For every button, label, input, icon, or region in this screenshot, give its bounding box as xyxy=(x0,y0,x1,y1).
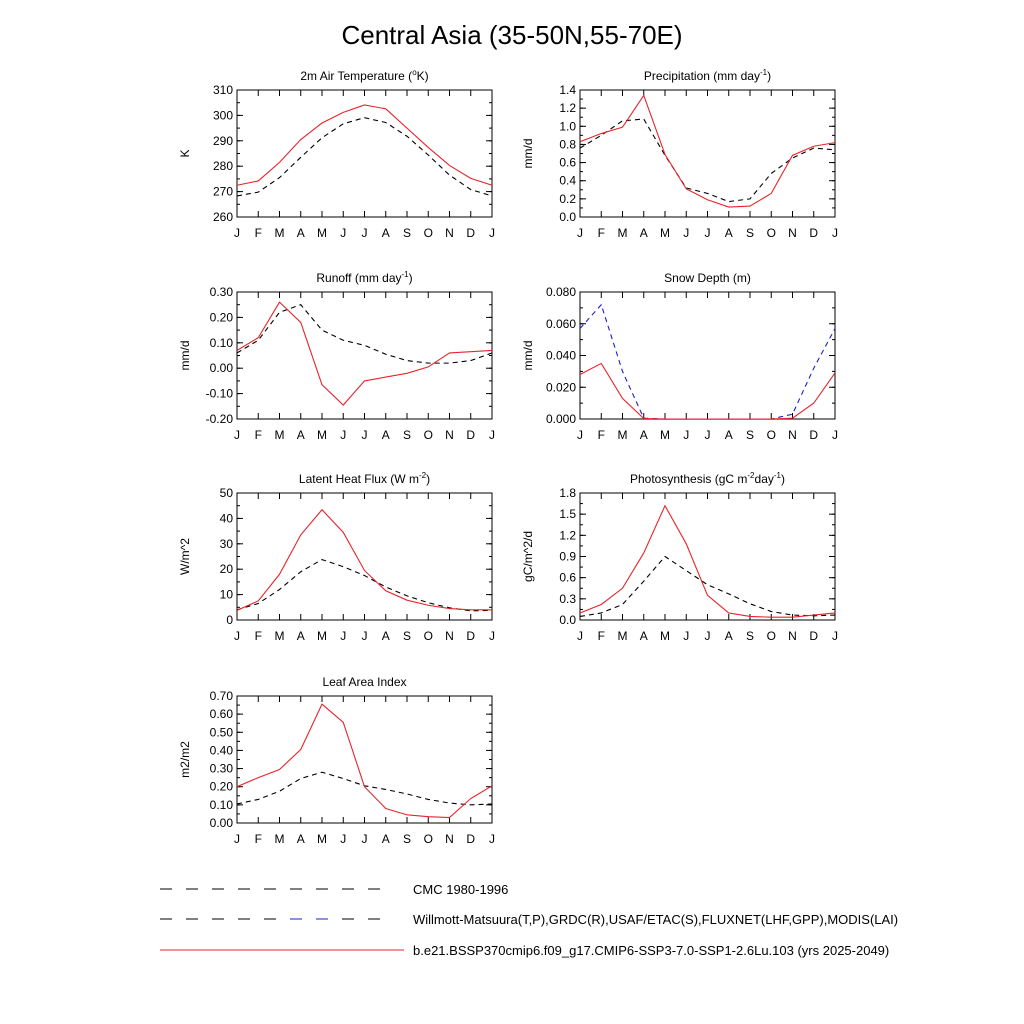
x-tick-label: M xyxy=(274,226,285,240)
figure-title: Central Asia (35-50N,55-70E) xyxy=(341,20,683,50)
x-tick-label: F xyxy=(254,226,262,240)
y-tick-label: -0.10 xyxy=(205,386,233,401)
y-axis-label: W/m^2 xyxy=(178,538,192,575)
y-tick-label: 280 xyxy=(212,159,233,174)
x-tick-label: A xyxy=(296,226,305,240)
y-tick-label: 260 xyxy=(212,210,233,224)
panel-runoff-mm-day xyxy=(178,270,495,442)
x-tick-label: J xyxy=(361,226,368,240)
x-tick-label: F xyxy=(597,428,605,442)
x-tick-label: J xyxy=(704,226,711,240)
x-tick-label: J xyxy=(683,428,690,442)
x-tick-label: J xyxy=(361,629,368,643)
panel-title: 2m Air Temperature ($^o$K) xyxy=(300,68,429,83)
x-tick-label: A xyxy=(639,226,648,240)
y-tick-label: 1.2 xyxy=(559,528,576,543)
x-tick-label: M xyxy=(660,428,670,442)
x-tick-label: J xyxy=(489,428,495,442)
plot-frame xyxy=(580,493,835,620)
x-tick-label: O xyxy=(766,226,776,240)
x-tick-label: D xyxy=(466,629,476,643)
x-tick-label: M xyxy=(274,832,285,846)
x-tick-label: N xyxy=(445,226,454,240)
x-tick-label: J xyxy=(704,428,711,442)
y-tick-label: 0.50 xyxy=(209,725,233,740)
panel-title: Precipitation (mm day$^{-1}$) xyxy=(643,68,772,83)
panel-title: Latent Heat Flux (W $m^{-2}$) xyxy=(298,471,431,486)
y-axis-label: mm/d xyxy=(521,138,535,169)
x-tick-label: J xyxy=(234,832,240,846)
x-tick-label: F xyxy=(597,226,605,240)
x-tick-label: J xyxy=(340,832,347,846)
y-tick-label: 0.060 xyxy=(545,316,576,331)
x-tick-label: J xyxy=(683,226,690,240)
series-obs xyxy=(237,772,492,805)
y-axis-label: K xyxy=(178,149,192,158)
x-tick-label: N xyxy=(788,629,797,643)
x-tick-label: J xyxy=(577,629,583,643)
x-tick-label: A xyxy=(639,428,648,442)
y-tick-label: 0.60 xyxy=(209,707,233,722)
x-tick-label: J xyxy=(340,226,347,240)
series-obs_usaf xyxy=(580,305,835,419)
x-tick-label: S xyxy=(745,629,755,643)
x-tick-label: M xyxy=(274,428,285,442)
x-tick-label: J xyxy=(489,226,495,240)
y-tick-label: 0.10 xyxy=(209,797,233,812)
x-tick-label: O xyxy=(423,428,433,442)
x-tick-label: N xyxy=(445,832,454,846)
panel-title: Photosynthesis (gC $m^{-2}day^{-1}$) xyxy=(630,471,785,486)
panel-leaf-area-index xyxy=(178,675,495,846)
y-tick-label: 0.2 xyxy=(559,191,576,206)
x-tick-label: N xyxy=(788,226,797,240)
x-tick-label: S xyxy=(745,428,755,442)
y-tick-label: 1.2 xyxy=(559,101,576,116)
legend-entry xyxy=(160,943,889,958)
y-tick-label: 20 xyxy=(219,562,233,577)
panel-title: Leaf Area Index xyxy=(322,675,407,689)
legend-label: b.e21.BSSP370cmip6.f09_g17.CMIP6-SSP3-7.0-SSP1-2.6Lu.103 (yrs 2025-2049) xyxy=(413,943,890,958)
x-tick-label: A xyxy=(381,226,390,240)
x-tick-label: M xyxy=(617,629,628,643)
y-tick-label: 0.0 xyxy=(559,613,576,627)
series-model xyxy=(237,105,492,185)
x-tick-label: J xyxy=(234,629,240,643)
x-tick-label: N xyxy=(445,428,454,442)
y-tick-label: 0.6 xyxy=(559,155,576,170)
series-model xyxy=(580,506,835,617)
y-tick-label: 0.040 xyxy=(545,348,576,363)
y-tick-label: 50 xyxy=(219,486,233,500)
x-tick-label: D xyxy=(809,629,819,643)
x-tick-label: M xyxy=(317,428,327,442)
x-tick-label: F xyxy=(254,428,262,442)
panel-precipitation-mm-day xyxy=(521,68,838,240)
x-tick-label: J xyxy=(577,226,583,240)
y-tick-label: 290 xyxy=(212,133,233,148)
y-tick-label: 0.000 xyxy=(545,412,576,426)
x-tick-label: D xyxy=(466,428,476,442)
x-tick-label: M xyxy=(317,832,327,846)
y-tick-label: 0.020 xyxy=(545,380,576,395)
x-tick-label: A xyxy=(724,629,733,643)
x-tick-label: J xyxy=(683,629,690,643)
plot-frame xyxy=(237,90,492,217)
series-model xyxy=(237,704,492,817)
panel-title: Snow Depth (m) xyxy=(664,271,751,285)
x-tick-label: F xyxy=(254,629,262,643)
y-tick-label: 270 xyxy=(212,184,233,199)
x-tick-label: J xyxy=(340,629,347,643)
x-tick-label: D xyxy=(466,226,476,240)
x-tick-label: S xyxy=(402,629,412,643)
x-tick-label: A xyxy=(381,832,390,846)
x-tick-label: O xyxy=(766,428,776,442)
x-tick-label: M xyxy=(617,428,628,442)
panel-photosynthesis-gc-m xyxy=(521,471,838,643)
legend-entry xyxy=(160,882,508,897)
x-tick-label: M xyxy=(317,226,327,240)
x-tick-label: N xyxy=(788,428,797,442)
y-axis-label: mm/d xyxy=(178,340,192,371)
y-tick-label: 0.8 xyxy=(559,137,576,152)
series-model xyxy=(237,302,492,405)
panel-2m-air-temperature xyxy=(178,68,495,240)
x-tick-label: A xyxy=(724,226,733,240)
y-tick-label: 0.10 xyxy=(209,335,233,350)
x-tick-label: F xyxy=(597,629,605,643)
y-tick-label: 300 xyxy=(212,108,233,123)
y-axis-label: mm/d xyxy=(521,340,535,371)
y-tick-label: 30 xyxy=(219,536,233,551)
x-tick-label: J xyxy=(234,428,240,442)
y-tick-label: 0.30 xyxy=(209,761,233,776)
x-tick-label: O xyxy=(423,226,433,240)
y-tick-label: 0.30 xyxy=(209,285,233,299)
y-axis-label: m2/m2 xyxy=(178,741,192,778)
plot-frame xyxy=(237,292,492,419)
x-tick-label: O xyxy=(423,832,433,846)
x-tick-label: A xyxy=(296,629,305,643)
y-tick-label: 1.4 xyxy=(559,83,576,97)
legend xyxy=(160,882,898,958)
x-tick-label: M xyxy=(660,226,670,240)
x-tick-label: O xyxy=(423,629,433,643)
y-tick-label: 0.4 xyxy=(559,173,576,188)
y-tick-label: 0.00 xyxy=(209,361,233,376)
y-tick-label: 0.40 xyxy=(209,743,233,758)
x-tick-label: A xyxy=(381,428,390,442)
y-tick-label: 1.0 xyxy=(559,119,576,134)
series-obs xyxy=(237,305,492,363)
x-tick-label: J xyxy=(361,832,368,846)
x-tick-label: M xyxy=(317,629,327,643)
series-model xyxy=(237,510,492,611)
x-tick-label: J xyxy=(489,629,495,643)
x-tick-label: J xyxy=(832,629,838,643)
y-tick-label: 0.3 xyxy=(559,591,576,606)
series-obs xyxy=(237,118,492,196)
x-tick-label: F xyxy=(254,832,262,846)
x-tick-label: S xyxy=(402,226,412,240)
y-tick-label: 1.8 xyxy=(559,486,576,500)
y-tick-label: 0 xyxy=(226,613,233,627)
x-tick-label: A xyxy=(296,832,305,846)
y-tick-label: 10 xyxy=(219,587,233,602)
y-tick-label: -0.20 xyxy=(205,412,233,426)
panel-latent-heat-flux-w-m xyxy=(178,471,495,643)
y-axis-label: gC/m^2/d xyxy=(521,531,535,582)
series-model xyxy=(580,363,835,419)
legend-entry xyxy=(160,912,898,927)
series-obs xyxy=(237,560,492,611)
y-tick-label: 0.0 xyxy=(559,210,576,224)
x-tick-label: J xyxy=(489,832,495,846)
series-model xyxy=(580,95,835,207)
x-tick-label: D xyxy=(809,428,819,442)
legend-label: CMC 1980-1996 xyxy=(413,882,509,897)
y-tick-label: 0.20 xyxy=(209,779,233,794)
legend-label: Willmott-Matsuura(T,P),GRDC(R),USAF/ETAC(S),FLUXNET(LHF,GPP),MODIS(LAI) xyxy=(413,912,899,927)
panels-group xyxy=(178,68,838,846)
x-tick-label: M xyxy=(274,629,285,643)
x-tick-label: A xyxy=(296,428,305,442)
y-tick-label: 0.20 xyxy=(209,310,233,325)
x-tick-label: M xyxy=(617,226,628,240)
x-tick-label: A xyxy=(639,629,648,643)
x-tick-label: J xyxy=(340,428,347,442)
x-tick-label: S xyxy=(402,832,412,846)
panel-snow-depth-m xyxy=(521,271,838,442)
plot-frame xyxy=(237,493,492,620)
x-tick-label: S xyxy=(402,428,412,442)
y-tick-label: 40 xyxy=(219,511,233,526)
x-tick-label: J xyxy=(704,629,711,643)
x-tick-label: N xyxy=(445,629,454,643)
x-tick-label: J xyxy=(577,428,583,442)
y-tick-label: 0.00 xyxy=(209,816,233,830)
x-tick-label: J xyxy=(832,428,838,442)
x-tick-label: J xyxy=(361,428,368,442)
y-tick-label: 0.080 xyxy=(545,285,576,299)
x-tick-label: J xyxy=(234,226,240,240)
y-tick-label: 1.5 xyxy=(559,507,576,522)
x-tick-label: A xyxy=(724,428,733,442)
y-tick-label: 0.9 xyxy=(559,549,576,564)
x-tick-label: M xyxy=(660,629,670,643)
x-tick-label: S xyxy=(745,226,755,240)
x-tick-label: O xyxy=(766,629,776,643)
y-tick-label: 0.6 xyxy=(559,570,576,585)
x-tick-label: D xyxy=(466,832,476,846)
panel-title: Runoff (mm day$^{-1}$) xyxy=(316,270,413,285)
x-tick-label: A xyxy=(381,629,390,643)
series-obs xyxy=(580,557,835,617)
series-obs xyxy=(580,119,835,202)
y-tick-label: 310 xyxy=(212,83,233,97)
plot-frame xyxy=(580,292,835,419)
y-tick-label: 0.70 xyxy=(209,689,233,703)
x-tick-label: J xyxy=(832,226,838,240)
x-tick-label: D xyxy=(809,226,819,240)
